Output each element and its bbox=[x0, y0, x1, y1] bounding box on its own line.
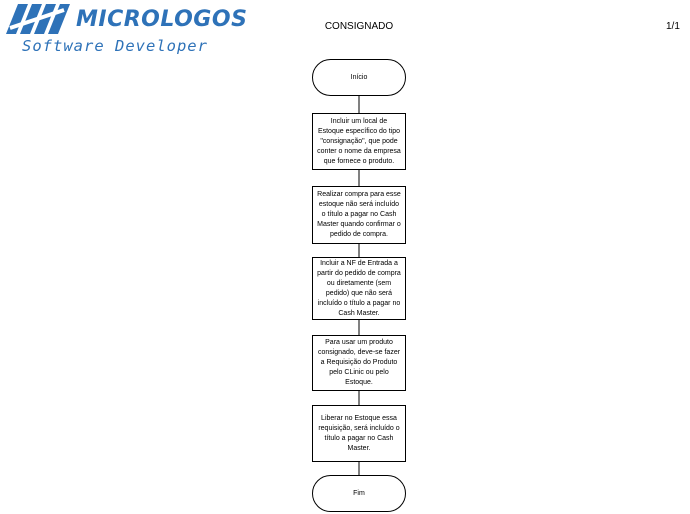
logo-wordmark: MICROLOGOS bbox=[76, 7, 248, 32]
page-title: CONSIGNADO bbox=[324, 21, 394, 32]
logo-tagline: Software Developer bbox=[22, 37, 208, 55]
process-step-5: Liberar no Estoque essa requisição, será incluído o título a pagar no Cash Master. bbox=[312, 405, 406, 462]
end-node: Fim bbox=[312, 475, 406, 512]
process-step-2: Realizar compra para esse estoque não será incluído o título a pagar no Cash Master quando confirmar o pedido de compra. bbox=[312, 186, 406, 244]
start-node: Início bbox=[312, 59, 406, 96]
process-step-1: Incluir um local de Estoque específico do tipo "consignação", que pode conter o nome da empresa que fornece o produto. bbox=[312, 113, 406, 170]
process-step-3: Incluir a NF de Entrada a partir do pedido de compra ou diretamente (sem pedido) que não será incluído o título a pagar no Cash Master. bbox=[312, 257, 406, 320]
page-number: 1/1 bbox=[666, 21, 680, 32]
process-step-4: Para usar um produto consignado, deve-se fazer a Requisição do Produto pelo CLinic ou pelo Estoque. bbox=[312, 335, 406, 391]
